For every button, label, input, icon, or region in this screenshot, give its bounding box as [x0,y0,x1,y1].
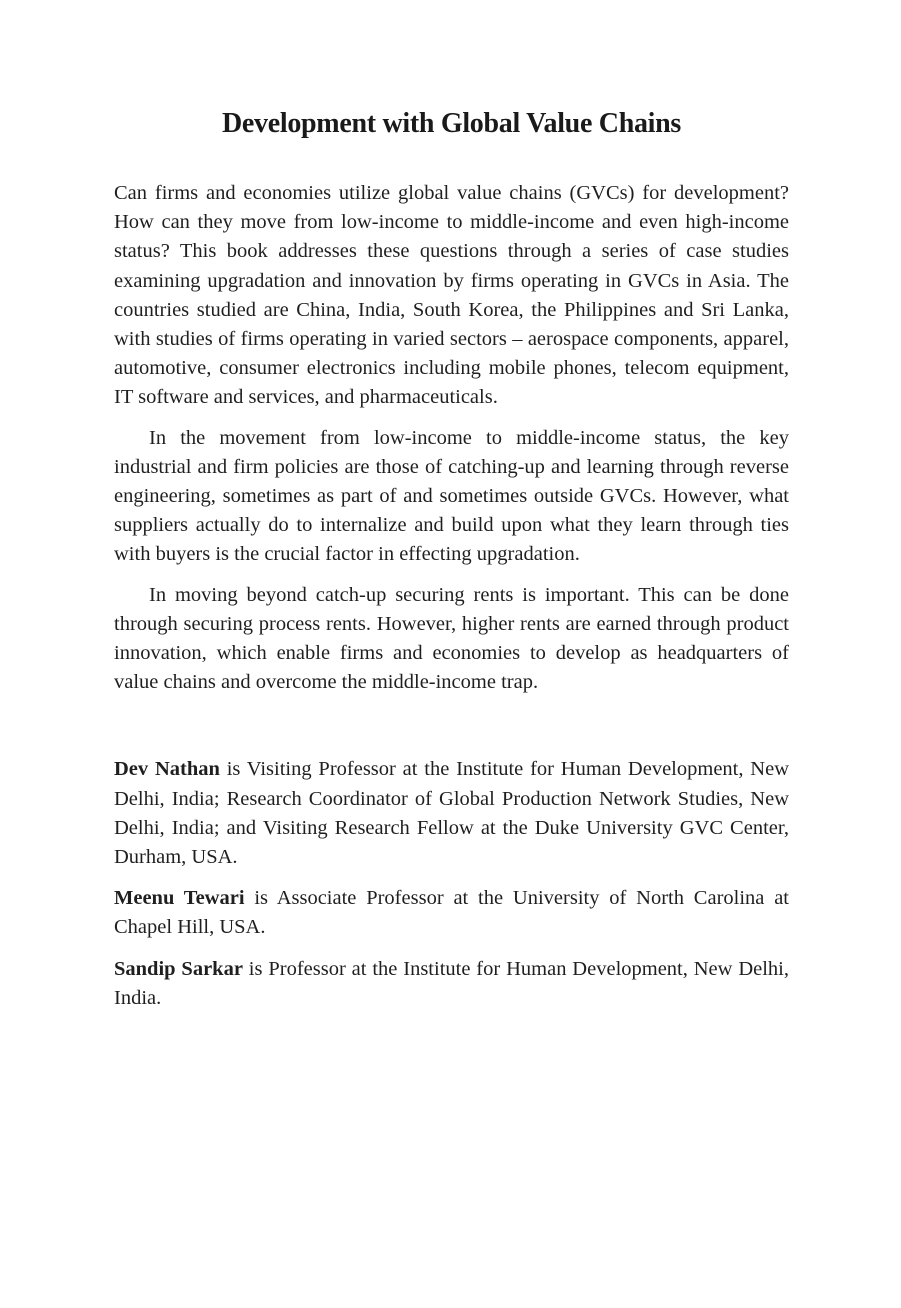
author-bio [114,955,789,1013]
book-description [114,179,789,697]
author-bio-text: is Visiting Professor at the Institute for Human Development, New Delhi, India; Research Coordinator of Global Production Network Studies, New Delhi, India; and Visiting Research Fellow at the Duke University GVC Center, Durham, USA. [114,758,789,869]
author-name: Sandip Sarkar [114,957,243,980]
author-bio-text: is Professor at the Institute for Human Development, New Delhi, India. [114,957,789,1009]
page-title: Development with Global Value Chains [221,108,682,139]
author-bio [114,884,789,942]
description-paragraph: Can firms and economies utilize global value chains (GVCs) for development? How can they move from low-income to middle-income and even high-income status? This book addresses these questions through a series of case studies examining upgradation and innovation by firms operating in GVCs in Asia. The countries studied are China, India, South Korea, the Philippines and Sri Lanka, with studies of firms operating in varied sectors – aerospace components, apparel, automotive, consumer electronics including mobile phones, telecom equipment, IT software and services, and pharmaceuticals. [114,182,789,409]
author-bio-text: is Associate Professor at the University of North Carolina at Chapel Hill, USA. [114,887,789,939]
description-paragraph: In the movement from low-income to middle-income status, the key industrial and firm policies are those of catching-up and learning through reverse engineering, sometimes as part of and sometimes outside GVCs. However, what suppliers actually do to internalize and build upon what they learn through ties with buyers is the crucial factor in effecting upgradation. [114,426,789,566]
author-bios [114,755,789,1013]
author-bio [114,755,789,872]
description-paragraph: In moving beyond catch-up securing rents is important. This can be done through securing process rents. However, higher rents are earned through product innovation, which enable firms and economies to develop as headquarters of value chains and overcome the middle-income trap. [114,583,789,694]
book-page [114,0,789,1013]
author-name: Dev Nathan [114,758,220,781]
author-name: Meenu Tewari [114,887,245,910]
